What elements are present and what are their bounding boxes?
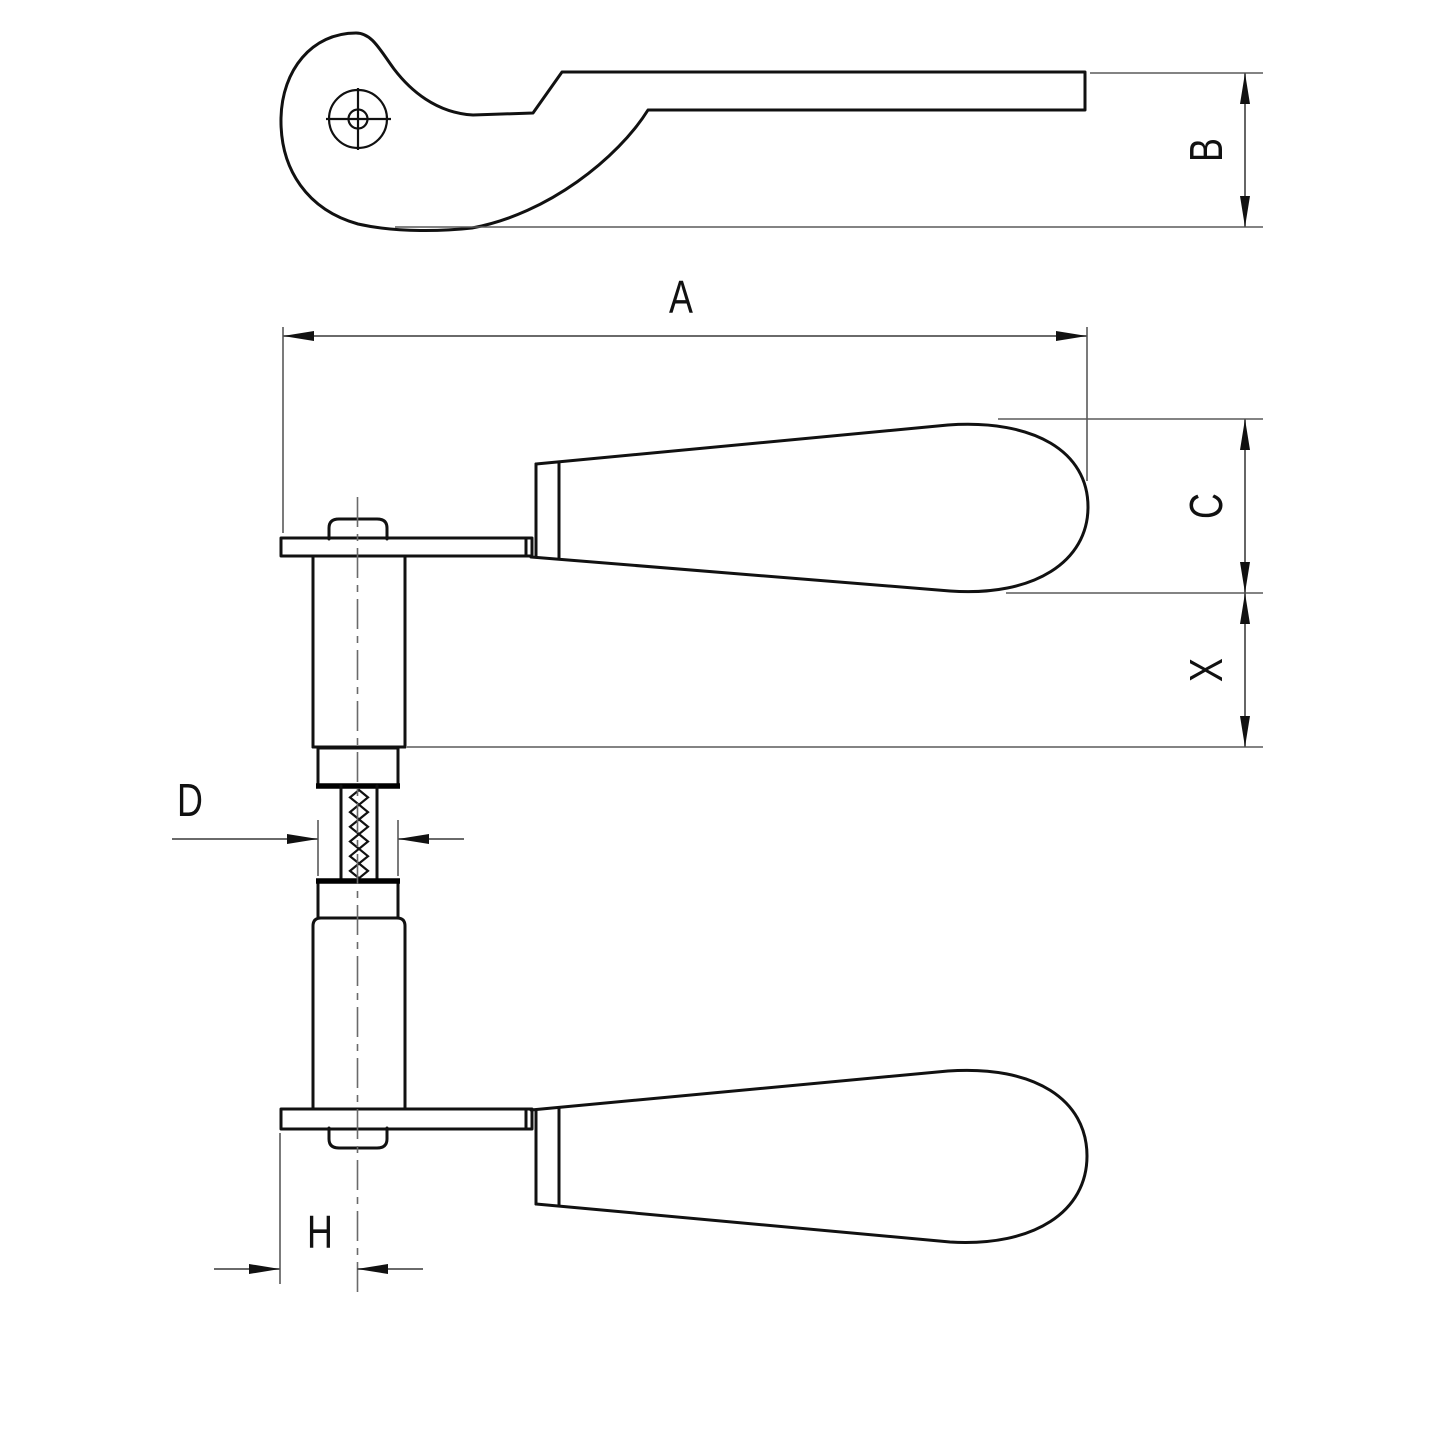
h-dimension-label: H [307, 1206, 333, 1259]
c-dimension-label: C [1180, 493, 1233, 519]
x-dimension-label: X [1180, 658, 1233, 682]
a-dimension-label: A [669, 271, 693, 324]
d-dimension-label: D [177, 774, 203, 827]
b-dimension-label: B [1180, 138, 1233, 162]
